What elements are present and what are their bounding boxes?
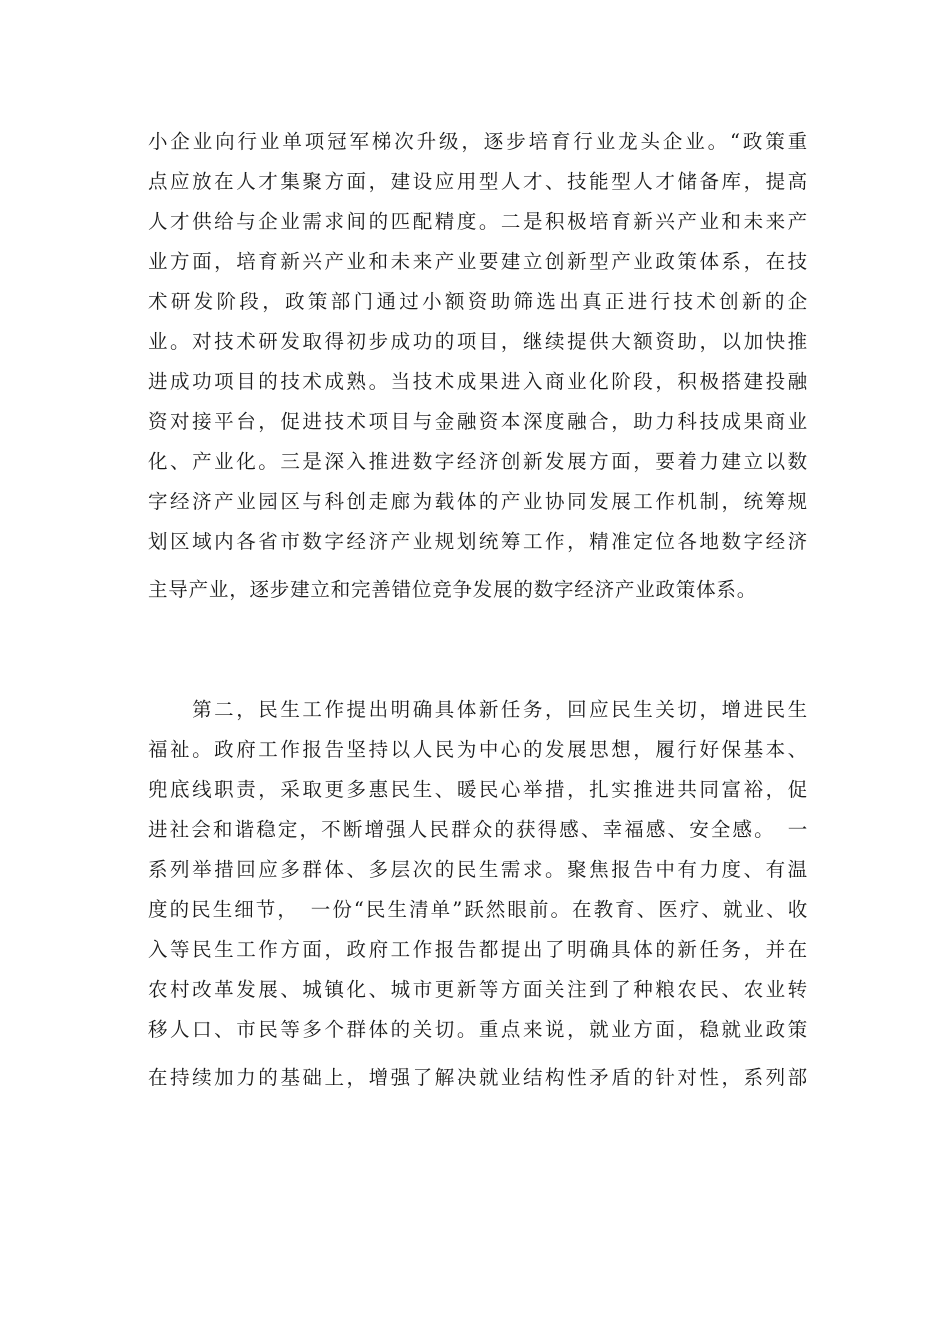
text-line: 术研发阶段，政策部门通过小额资助筛选出真正进行技术创新的企 xyxy=(148,290,808,313)
text-line: 农村改革发展、城镇化、城市更新等方面关注到了种粮农民、农业转 xyxy=(148,978,808,1001)
text-line: 进成功项目的技术成熟。当技术成果进入商业化阶段，积极搭建投融 xyxy=(148,370,808,393)
text-line: 主导产业，逐步建立和完善错位竞争发展的数字经济产业政策体系。 xyxy=(148,578,758,601)
text-line: 第二，民生工作提出明确具体新任务，回应民生关切，增进民生 xyxy=(148,698,808,721)
text-line: 字经济产业园区与科创走廊为载体的产业协同发展工作机制，统筹规 xyxy=(148,490,808,513)
text-line: 点应放在人才集聚方面，建设应用型人才、技能型人才储备库，提高 xyxy=(148,170,808,193)
text-line: 系列举措回应多群体、多层次的民生需求。聚焦报告中有力度、有温 xyxy=(148,858,808,881)
text-line: 兜底线职责，采取更多惠民生、暖民心举措，扎实推进共同富裕，促 xyxy=(148,778,808,801)
text-line: 业方面，培育新兴产业和未来产业要建立创新型产业政策体系，在技 xyxy=(148,250,808,273)
paragraph-2 xyxy=(148,690,808,1098)
text-line: 业。对技术研发取得初步成功的项目，继续提供大额资助，以加快推 xyxy=(148,330,808,353)
text-line: 进社会和谐稳定，不断增强人民群众的获得感、幸福感、安全感。 一 xyxy=(148,818,808,841)
text-line: 化、产业化。三是深入推进数字经济创新发展方面，要着力建立以数 xyxy=(148,450,808,473)
text-line: 划区域内各省市数字经济产业规划统筹工作，精准定位各地数字经济 xyxy=(148,530,808,553)
text-line: 度的民生细节， 一份“民生清单”跃然眼前。在教育、医疗、就业、收 xyxy=(148,898,808,921)
text-line: 入等民生工作方面，政府工作报告都提出了明确具体的新任务，并在 xyxy=(148,938,808,961)
paragraph-1 xyxy=(148,122,808,610)
text-line: 在持续加力的基础上，增强了解决就业结构性矛盾的针对性，系列部 xyxy=(148,1066,808,1089)
text-line: 小企业向行业单项冠军梯次升级，逐步培育行业龙头企业。“政策重 xyxy=(148,130,808,153)
text-line: 人才供给与企业需求间的匹配精度。二是积极培育新兴产业和未来产 xyxy=(148,210,808,233)
text-line: 福祉。政府工作报告坚持以人民为中心的发展思想，履行好保基本、 xyxy=(148,738,808,761)
text-line: 资对接平台，促进技术项目与金融资本深度融合，助力科技成果商业 xyxy=(148,410,808,433)
text-line: 移人口、市民等多个群体的关切。重点来说，就业方面，稳就业政策 xyxy=(148,1018,808,1041)
